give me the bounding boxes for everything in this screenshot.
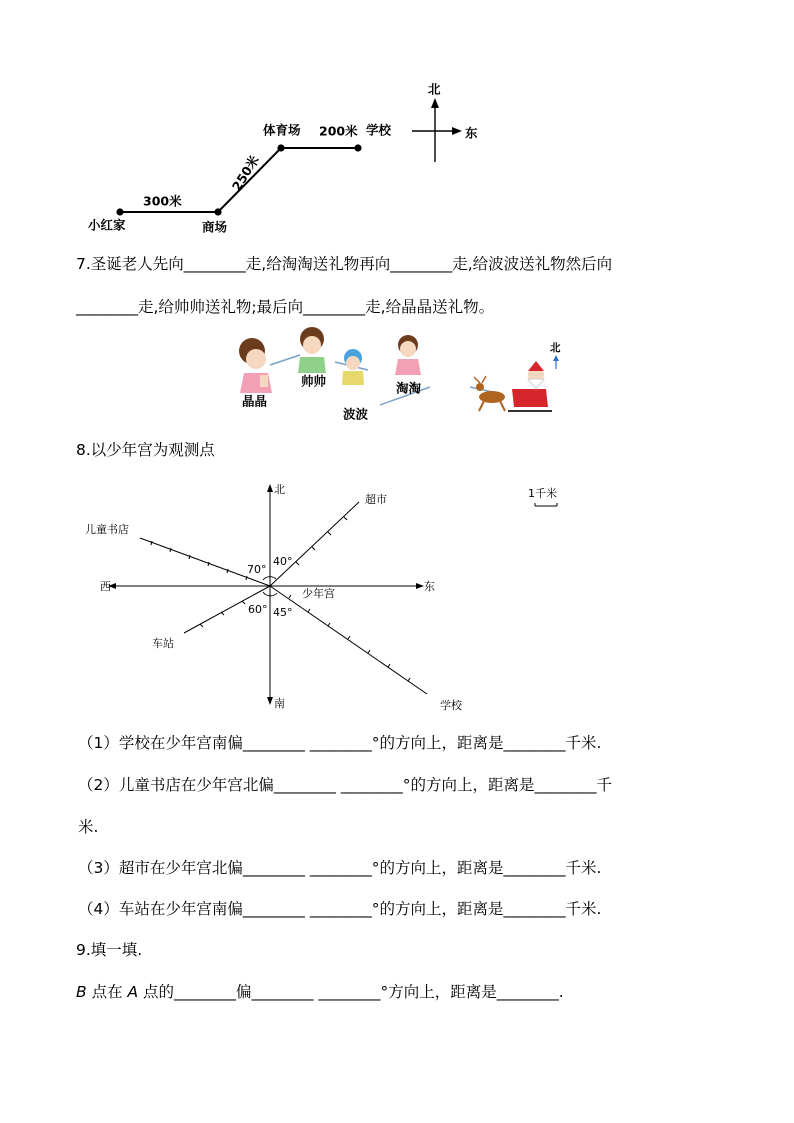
q8-item-3: （3）超市在少年宫北偏________ ________°的方向上，距离是________千米.	[78, 859, 602, 877]
ray-ertong	[140, 538, 270, 586]
angle-70: 70°	[247, 563, 267, 576]
label-taotao: 淘淘	[396, 380, 422, 396]
angle-60: 60°	[248, 603, 268, 616]
jingjing-figure	[239, 338, 272, 393]
label-chezhan: 车站	[152, 637, 174, 650]
label-xuexiao-8: 学校	[440, 699, 462, 712]
svg-text:1千米: 1千米	[528, 487, 557, 500]
ray-chaoshi	[270, 502, 359, 586]
label-tiyuchang: 体育场	[263, 122, 301, 138]
q8-item-2b: 米.	[78, 818, 99, 836]
q9-title: 9.填一填.	[76, 941, 143, 959]
label-xiaohong: 小红家	[88, 217, 126, 233]
compass-diagram	[80, 478, 600, 718]
q9-rest: 点的________偏________ ________°方向上，距离是________.	[138, 983, 564, 1001]
taotao-figure	[395, 335, 421, 375]
q8-item-1: （1）学校在少年宫南偏________ ________°的方向上，距离是________千米.	[78, 734, 602, 752]
q9-mid: 点在	[86, 983, 128, 1001]
label-chaoshi: 超市	[365, 493, 387, 506]
compass-east: 东	[424, 580, 435, 593]
compass-south: 南	[274, 697, 285, 710]
q9-point-b: B	[76, 983, 87, 1001]
compass-rose	[412, 82, 478, 163]
north-arrow-icon	[550, 342, 561, 369]
label-ertong: 儿童书店	[85, 523, 129, 536]
label-jingjing: 晶晶	[242, 393, 268, 409]
label-300m: 300米	[143, 193, 182, 209]
q8-title: 8.以少年宫为观测点	[76, 441, 215, 459]
label-xuexiao: 学校	[366, 122, 392, 138]
reindeer-icon	[474, 376, 505, 411]
ray-xuexiao	[270, 586, 427, 694]
q9-line	[76, 982, 564, 1002]
compass-center: 少年宫	[302, 587, 335, 600]
q7-line1: 7.圣诞老人先向________走,给淘淘送礼物再向________走,给波波送礼物然后向	[76, 255, 613, 273]
point-xiaohong	[116, 208, 123, 215]
label-shuaishuai: 帅帅	[301, 373, 327, 389]
compass-north: 北	[274, 483, 285, 496]
east-label: 东	[465, 125, 478, 141]
santa-sleigh-icon	[508, 361, 552, 411]
label-250m: 250米	[228, 152, 262, 194]
scale-bar	[528, 486, 557, 506]
label-200m: 200米	[319, 123, 358, 139]
north-label: 北	[428, 81, 441, 97]
svg-text:北: 北	[550, 342, 561, 354]
angle-45: 45°	[273, 606, 293, 619]
q9-point-a: A	[127, 983, 139, 1001]
point-xuexiao	[354, 144, 361, 151]
label-bobo: 波波	[343, 406, 369, 422]
point-shangchang	[214, 208, 221, 215]
angle-40: 40°	[273, 555, 293, 568]
q7-line2: ________走,给帅帅送礼物;最后向________走,给晶晶送礼物。	[76, 298, 495, 316]
santa-scene	[230, 325, 570, 425]
q8-item-2a: （2）儿童书店在少年宫北偏________ ________°的方向上，距离是________千	[78, 776, 613, 794]
point-tiyuchang	[277, 144, 284, 151]
shuaishuai-figure	[298, 327, 326, 373]
compass-west: 西	[100, 580, 111, 593]
q8-item-4: （4）车站在少年宫南偏________ ________°的方向上，距离是________千米.	[78, 900, 602, 918]
label-shangchang: 商场	[202, 219, 228, 235]
bobo-figure	[342, 349, 364, 385]
route-map	[0, 0, 794, 245]
